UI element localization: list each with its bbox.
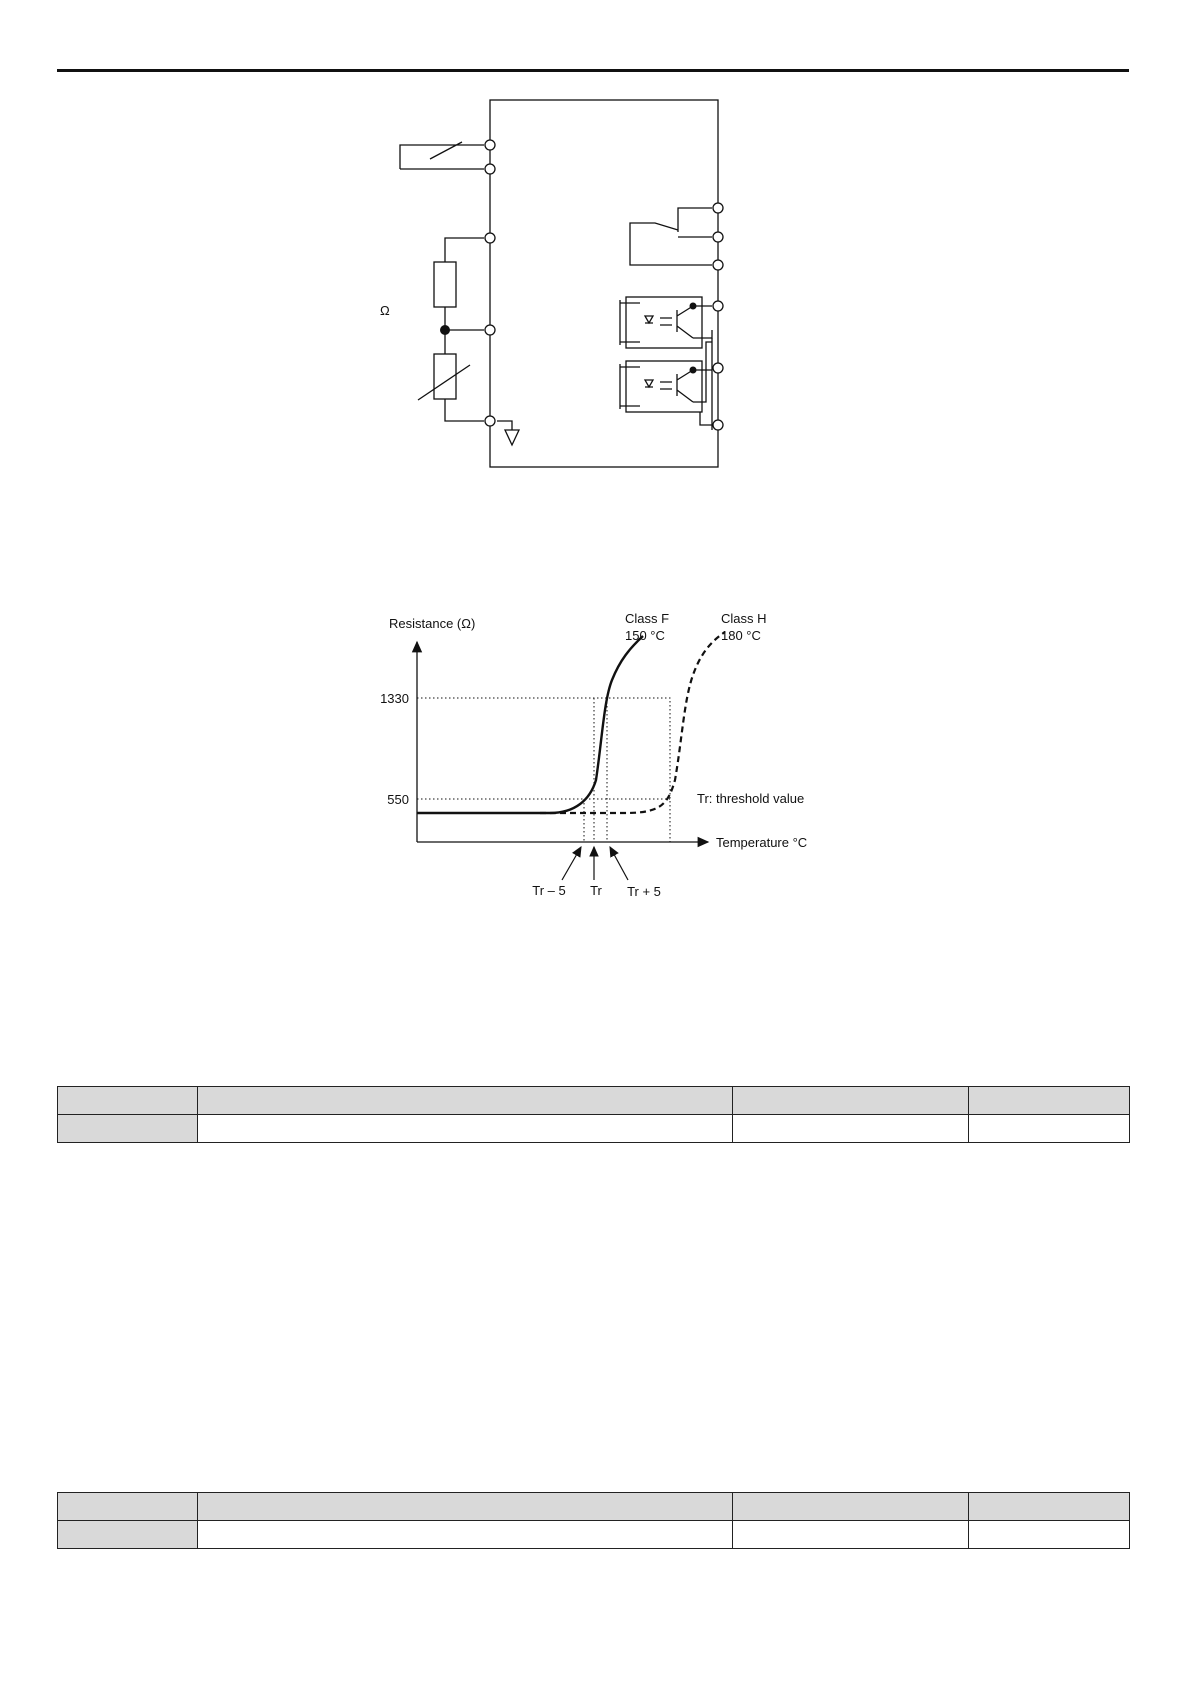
table-cell [969,1493,1130,1521]
table-cell [733,1115,969,1143]
x-marker-tr-plus-5: Tr + 5 [627,884,661,899]
table-cell [198,1521,733,1549]
ohm-symbol: Ω [380,303,390,318]
series-label-class-h-temp: 180 °C [721,628,761,643]
terminal [485,164,495,174]
table-cell [198,1115,733,1143]
parameter-table-2 [57,1492,1130,1549]
x-marker-tr-minus-5: Tr – 5 [532,883,566,898]
table-row [58,1521,1130,1549]
series-label-class-f-temp: 150 °C [625,628,665,643]
table-cell [733,1087,969,1115]
x-axis-label: Temperature °C [716,835,808,850]
terminal [485,325,495,335]
fixed-resistor [434,262,456,307]
table-cell [58,1493,198,1521]
arrow-tr-minus-5 [562,847,581,880]
terminal [713,363,723,373]
ptc-resistance-chart [0,590,1191,910]
y-tick-1330: 1330 [380,691,409,706]
terminal [713,420,723,430]
table-cell [733,1493,969,1521]
terminal [485,416,495,426]
table-cell [969,1115,1130,1143]
table-header-row [58,1493,1130,1521]
y-axis-label: Resistance (Ω) [389,616,476,631]
table-cell [198,1493,733,1521]
terminal [713,232,723,242]
arrow-tr-plus-5 [610,847,628,880]
series-label-class-h: Class H [721,611,767,626]
terminal [713,301,723,311]
table-row [58,1115,1130,1143]
series-class-h-curve [540,632,725,813]
table-header-row [58,1087,1130,1115]
output-relay [630,208,712,265]
table-cell [969,1087,1130,1115]
terminal [485,233,495,243]
terminal [485,140,495,150]
table-cell [969,1521,1130,1549]
series-label-class-f: Class F [625,611,670,626]
terminal [713,203,723,213]
terminal [713,260,723,270]
thermistor-wiring-diagram [0,0,1191,480]
table-cell [198,1087,733,1115]
series-class-f-curve [417,636,643,813]
table-cell [58,1521,198,1549]
table-cell [733,1521,969,1549]
table-cell [58,1115,198,1143]
y-tick-550: 550 [387,792,409,807]
parameter-table-1 [57,1086,1130,1143]
input-switch [400,142,484,169]
table-cell [58,1087,198,1115]
ref-line-1330 [417,698,670,842]
ground-symbol [497,421,519,445]
threshold-annotation: Tr: threshold value [697,791,805,806]
x-marker-tr: Tr [590,883,602,898]
